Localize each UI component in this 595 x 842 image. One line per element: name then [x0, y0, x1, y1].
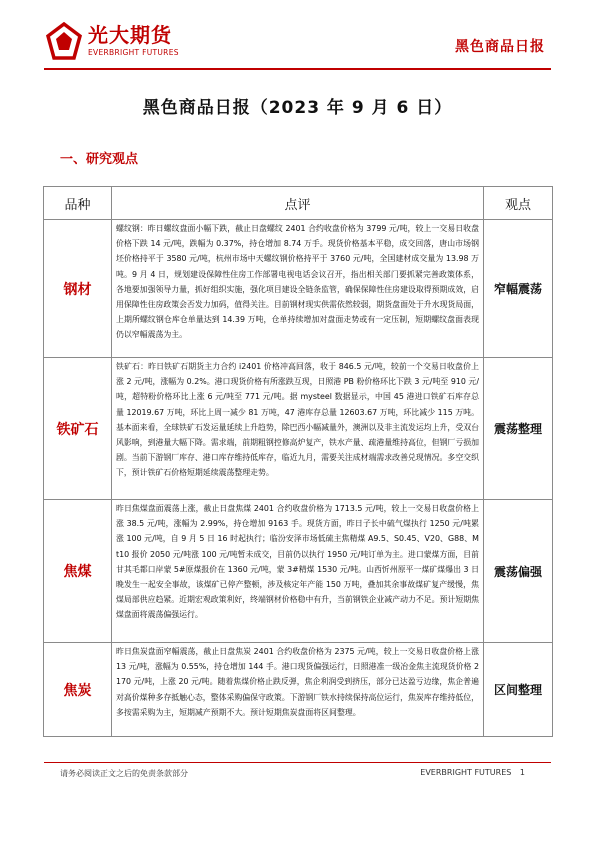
row-view: 区间整理	[484, 643, 553, 737]
report-name: 黑色商品日报	[455, 39, 545, 55]
table-row	[44, 220, 553, 358]
row-variety: 焦煤	[44, 500, 112, 643]
research-table	[43, 186, 553, 737]
table-row	[44, 500, 553, 643]
everbright-logo-icon	[44, 22, 84, 60]
row-comment: 昨日焦炭盘面窄幅震荡，截止日盘焦炭 2401 合约收盘价格为 2375 元/吨，较上一交易日收盘价格上涨 13 元/吨，涨幅为 0.55%，持仓增加 144 手。港口现货偏强运行，日照港准一级冶金焦主流现货价格 2170 元/吨，上涨 20 元/吨。随着焦煤价格止跌反弹，焦企利润受到挤压，部分已达盈亏边缘，焦企普遍对高价煤种多存抵触心态，整体采购偏保守政策。下游钢厂铁水持续保持高位运行，焦炭库存维持低位，多按需采购为主，短期减产预期不大。预计短期焦炭盘面将区间整理。	[112, 643, 484, 737]
table-row	[44, 358, 553, 500]
row-view: 震荡偏强	[484, 500, 553, 643]
header-view: 观点	[484, 187, 553, 220]
row-view: 窄幅震荡	[484, 220, 553, 358]
footer-divider	[44, 762, 551, 763]
section-heading: 一、研究观点	[60, 152, 139, 167]
page-number: 1	[519, 768, 525, 777]
row-variety: 焦炭	[44, 643, 112, 737]
row-variety: 铁矿石	[44, 358, 112, 500]
table-row	[44, 643, 553, 737]
brand-block	[88, 24, 179, 57]
row-comment: 铁矿石：昨日铁矿石期货主力合约 i2401 价格冲高回落，收于 846.5 元/吨，较前一个交易日收盘价上涨 2 元/吨，涨幅为 0.2%。港口现货价格有所涨跌互现，日照港 PB 粉价格环比下跌 3 元/吨至 910 元/吨，超特粉价格环比上涨 6 元/吨至 771 元/吨。据 mysteel 数据显示，中国 45 港进口铁矿石库存总量 12019.67 万吨，环比上周一减少 81 万吨，47 港库存总量 12603.67 万吨，环比减少 115 万吨。基本面来看，全球铁矿石发运量延续上升趋势，除巴西小幅减量外，澳洲以及非主流发运均上升，受双台风影响，到港量大幅下降。需求端，前期粗钢控修高炉复产，铁水产量、疏港量维持高位，但钢厂亏损加剧。当前下游钢厂库存、港口库存维持低库存，临近九月，需要关注成材端需求改善兑现情况。多空交织下，预计铁矿石价格短期延续震荡整理走势。	[112, 358, 484, 500]
header-variety: 品种	[44, 187, 112, 220]
row-variety: 钢材	[44, 220, 112, 358]
header-comment: 点评	[112, 187, 484, 220]
table-header-row	[44, 187, 553, 220]
row-comment: 昨日焦煤盘面震荡上涨，截止日盘焦煤 2401 合约收盘价格为 1713.5 元/吨，较上一交易日收盘价格上涨 38.5 元/吨，涨幅为 2.99%，持仓增加 9163 手。现货方面，昨日子长中硫气煤执行 1250 元/吨累涨 100 元/吨，自 9 月 5 日 16 时起执行；临汾安泽市场低硫主焦精煤 A9.5、S0.45、V20、G88、Mt10 报价 2050 元/吨涨 100 元/吨暂未成交，目前仍以执行 1950 元/吨订单为主。进口蒙煤方面，目前甘其毛都口岸蒙 5#原煤报价在 1360 元/吨，蒙 3#精煤 1530 元/吨。山西忻州原平一煤矿煤爆出 3 日晚发生一起安全事故，该煤矿已停产整顿，涉及核定年产能 150 万吨，叠加其余事故煤矿复产缓慢，焦煤局部供应趋紧。近期宏观政策利好，终端钢材价格稳中有升，当前钢铁企业减产动力不足。预计短期焦煤盘面将震荡偏强运行。	[112, 500, 484, 643]
header-divider	[44, 68, 551, 70]
document-title: 黑色商品日报（2023 年 9 月 6 日）	[142, 98, 453, 118]
footer-company: EVERBRIGHT FUTURES	[420, 768, 512, 777]
row-view: 震荡整理	[484, 358, 553, 500]
row-comment: 螺纹钢：昨日螺纹盘面小幅下跌，截止日盘螺纹 2401 合约收盘价格为 3799 元/吨，较上一交易日收盘价格下跌 14 元/吨，跌幅为 0.37%，持仓增加 8.74 万手。现货价格基本平稳，成交回落，唐山市场钢坯价格持平于 3580 元/吨，杭州市场中天螺纹钢价格持平于 3760 元/吨，全国建材成交量为 13.98 万吨。9 月 4 日，规划建设保障性住房工作部署电视电话会议召开，指出相关部门要抓紧完善政策体系，各地要加强领导力量，抓好组织实施，强化项目建设全链条监管，确保保障性住房建设取得预期成效，启用保障性住房政策会否发力加码，值得关注。目前钢材现实供需依然较弱，期货盘面处于升水现货局面，上期所螺纹钢仓库仓单量达到 14.39 万吨，仓单持续增加对盘面走势或有一定压制，短期螺纹盘面表现仍以窄幅震荡为主。	[112, 220, 484, 358]
footer-company-page	[420, 768, 525, 777]
brand-name-en: EVERBRIGHT FUTURES	[88, 48, 179, 57]
page-header	[0, 0, 595, 70]
brand-name-cn: 光大期货	[88, 23, 172, 47]
footer-disclaimer: 请务必阅读正文之后的免责条款部分	[60, 769, 188, 778]
